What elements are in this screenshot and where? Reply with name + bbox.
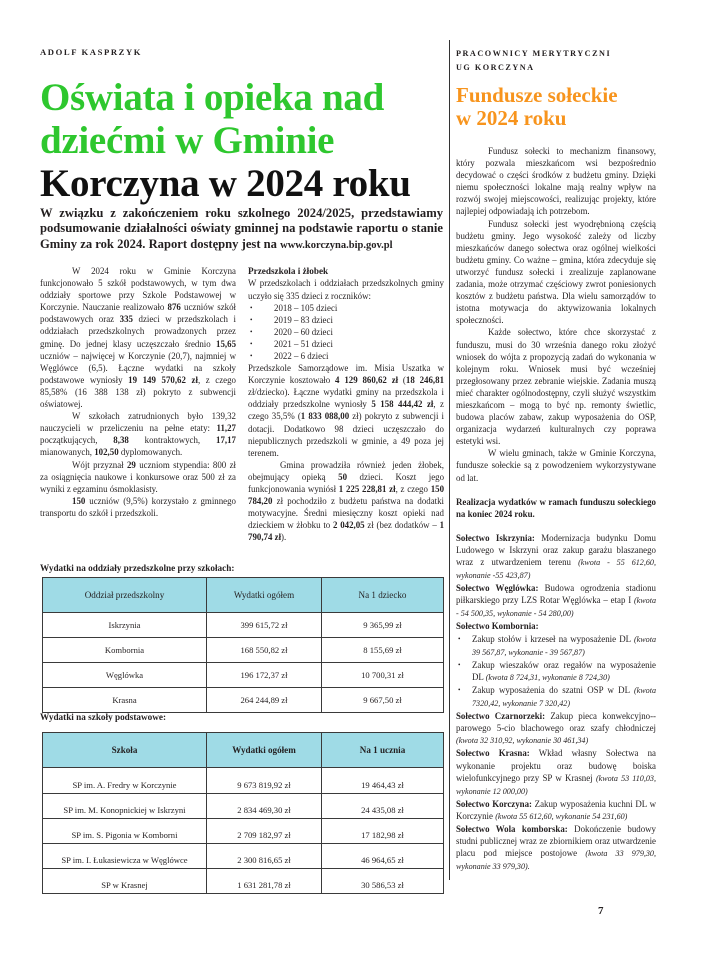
column-divider (449, 40, 450, 880)
article-column-2 (248, 265, 444, 543)
lead-text: W związku z zakończeniem roku szkolnego 2024/2025, przedstawiamy podsumowanie działalności oświaty gminnej na podstawie raportu o stanie Gminy za rok 2024. Raport dostępny jest na (40, 206, 443, 251)
table-header-row (43, 733, 444, 768)
list-item: • 2021 – 51 dzieci (248, 338, 444, 350)
sidebar-body (456, 145, 656, 873)
list-item: • 2022 – 6 dzieci (248, 350, 444, 362)
article-title (40, 76, 440, 205)
sidebar-section-heading: Realizacja wydatków w ramach funduszu sołeckiego na koniec 2024 roku. (456, 496, 656, 519)
column-header: Na 1 dziecko (322, 578, 444, 613)
title-line-1: Oświata i opieka nad (40, 76, 384, 119)
sidebar-title: Fundusze sołeckie w 2024 roku (456, 83, 618, 130)
sidebar-paragraph: Fundusz sołecki to mechanizm finansowy, który pozwala mieszkańcom wsi bezpośrednio decydować o części środków z budżetu gminy. Dzięki niemu społeczności lokalne mają realny wpływ na rozwój swojej miejscowości, realizując projekty, które najlepiej odpowiadają ich potrzebom. (456, 146, 656, 217)
table-row: SP im. S. Pigonia w Komborni 2 709 182,97 zł 17 182,98 zł (43, 819, 444, 844)
village-fund-item: Sołectwo Krasna: Wkład własny Sołectwa na wykonanie projektu oraz budowę boiska wielofunkcyjnego przy SP w Krasnej (kwota 53 110,03, wykonanie 12 000,00) (456, 748, 656, 796)
sidebar-author: PRACOWNICY MERYTRYCZNI UG KORCZYNA (456, 49, 612, 72)
village-fund-item: Sołectwo Iskrzynia: Modernizacja budynku Domu Ludowego w Iskrzyni oraz zakup garażu blaszanego wraz z utwardzeniem terenu (kwota - 55 612,60, wykonanie -55 423,87) (456, 532, 656, 581)
table-header-row (43, 578, 444, 613)
table-row: Węglówka 196 172,37 zł 10 700,31 zł (43, 663, 444, 688)
list-item: • Zakup wyposażenia do szatni OSP w DL (kwota 7320,42, wykonanie 7 320,42) (456, 684, 656, 710)
sidebar-paragraph: W wielu gminach, także w Gminie Korczyna, fundusze sołeckie są z powodzeniem wykorzystywane od lat. (456, 448, 656, 483)
table-row: SP im. M. Konopnickiej w Iskrzyni 2 834 469,30 zł 24 435,08 zł (43, 794, 444, 819)
paragraph-teachers: W szkołach zatrudnionych było 139,32 nauczycieli w przeliczeniu na pełne etaty: 11,27 początkujących, 8,38 kontraktowych, 17,17 mianowanych, 102,50 dyplomowanych. (40, 411, 236, 458)
column-header: Na 1 ucznia (322, 733, 444, 768)
school-expenses-table (42, 732, 444, 894)
title-line-2: dziećmi w Gminie (40, 119, 335, 162)
column-header: Oddział przedszkolny (43, 578, 207, 613)
list-item: • 2019 – 83 dzieci (248, 314, 444, 326)
list-item: • 2018 – 105 dzieci (248, 302, 444, 314)
article-column-1 (40, 265, 236, 519)
paragraph-preschool-intro: W przedszkolach i oddziałach przedszkolnych gminy uczyło się 335 dzieci z roczników: (248, 278, 444, 301)
paragraph-nursery: Gmina prowadziła również jeden żłobek, obejmujący opieką 50 dzieci. Koszt jego funkcjonowania wyniósł 1 225 228,81 zł, z czego 150 784,20 zł pochodziło z budżetu państwa na dodatki motywacyjne. Średni miesięczny koszt opieki nad dzieckiem w żłobku to 2 042,05 zł (bez dodatków – 1 790,74 zł). (248, 459, 445, 543)
table-row: SP im. I. Łukasiewicza w Węglówce 2 300 816,65 zł 46 964,65 zł (43, 844, 444, 869)
village-fund-item: Sołectwo Węglówka: Budowa ogrodzenia stadionu piłkarskiego przy LZS Rotar Węglówka – etap I (kwota - 54 500,35, wykonanie - 54 280,00) (456, 583, 656, 619)
table-caption-schools: Wydatki na szkoły podstawowe: (40, 712, 167, 722)
title-line-3: Korczyna w 2024 roku (40, 162, 411, 205)
column-header: Szkoła (43, 733, 207, 768)
table-row: Krasna 264 244,89 zł 9 667,50 zł (43, 688, 444, 713)
author-name: ADOLF KASPRZYK (40, 47, 143, 57)
paragraph-scholarships: Wójt przyznał 29 uczniom stypendia: 800 zł za osiągnięcia naukowe i konkursowe oraz 500 zł za wyniki z egzaminu ósmoklasisty. (40, 459, 236, 494)
kombornia-task-list (456, 633, 656, 711)
list-item: • 2020 – 60 dzieci (248, 326, 444, 338)
page-number: 7 (598, 905, 604, 917)
column-header: Wydatki ogółem (207, 733, 322, 768)
paragraph-transport: 150 uczniów (9,5%) korzystało z gminnego transportu do szkół i przedszkoli. (40, 495, 236, 518)
village-fund-list (456, 532, 656, 874)
column-header: Wydatki ogółem (207, 578, 322, 613)
paragraph-preschool-costs: Przedszkole Samorządowe im. Misia Uszatka w Korczynie kosztowało 4 129 860,62 zł (18 246,81 zł/dziecko). Łączne wydatki gminy na przedszkola i oddziały przedszkolne wyniosły 5 158 444,42 zł, z czego 35,5% (1 833 088,00 zł) pokryto z subwencji i dotacji. Dodatkowo 98 dzieci uczęszczało do niepublicznych przedszkoli w gminie, a 49 poza jej terenem. (248, 363, 445, 458)
paragraph-schools: W 2024 roku w Gminie Korczyna funkcjonowało 5 szkół podstawowych, w tym dwa oddziały sportowe przy Szkole Podstawowej w Korczynie. Nauczanie realizowało 876 uczniów szkół podstawowych oraz 335 dzieci w przedszkolach i oddziałach przedszkolnych prowadzonych przez gminę. Do jednej klasy uczęszczało średnio 15,65 uczniów – najwięcej w Korczynie (20,7), najmniej w Węglówce (6,5). Łączne wydatki na szkoły podstawowe wyniosły 19 149 570,62 zł, z czego 85,58% (16 388 138 zł) pokryto z subwencji oświatowej. (40, 266, 237, 410)
section-heading-preschools: Przedszkola i żłobek (248, 266, 329, 276)
table-row: SP im. A. Fredry w Korczynie 9 673 819,92 zł 19 464,43 zł (43, 768, 444, 794)
table-row: SP w Krasnej 1 631 281,78 zł 30 586,53 zł (43, 869, 444, 894)
report-link[interactable]: www.korczyna.bip.gov.pl (280, 239, 393, 251)
list-item: • Zakup stołów i krzeseł na wyposażenie DL (kwota 39 567,87, wykonanie - 39 567,87) (456, 633, 656, 659)
village-fund-item: Sołectwo Wola komborska: Dokończenie budowy studni publicznej wraz ze zbiornikiem oraz utwardzenie placu pod miejsce postojowe (kwota 33 979,30, wykonanie 33 979,30). (456, 823, 657, 872)
village-fund-item: Sołectwo Czarnorzeki: Zakup pieca konwekcyjno--parowego 5-cio blachowego oraz szafy chłodniczej (kwota 32 310,92, wykonanie 30 461,34) (456, 711, 656, 746)
sidebar-paragraph: Fundusz sołecki jest wyodrębnioną częścią budżetu gminy. Jego wysokość zależy od liczby mieszkańców danego sołectwa oraz ogólnej wielkości budżetu gminy. Co ważne – gmina, która zdecyduje się utworzyć fundusz sołecki i zrealizuje zaplanowane zadania, może otrzymać częściowy zwrot poniesionych kosztów z budżetu państwa. Dla wielu samorządów to istotna motywacja do aktywizowania lokalnych społeczności. (456, 218, 656, 326)
birth-year-list (248, 302, 444, 362)
sidebar-paragraph: Każde sołectwo, które chce skorzystać z funduszu, musi do 30 września danego roku złożyć wniosek do wójta z propozycją zadań do wykonania w kolejnym roku. Wniosek musi być wcześniej przegłosowany przez zebranie wiejskie. Zadania muszą mieć charakter ogólnodostępny, czyli służyć wszystkim mieszkańcom – mogą to być np. remonty świetlic, budowa placów zabaw, zakup wyposażenia do OSP, organizacja wydarzeń kulturalnych czy poprawa estetyki wsi. (456, 327, 656, 447)
village-fund-item: Sołectwo Kombornia: (456, 621, 539, 632)
table-row: Iskrzynia 399 615,72 zł 9 365,99 zł (43, 613, 444, 638)
village-fund-item: Sołectwo Korczyna: Zakup wyposażenia kuchni DL w Korczynie (kwota 55 612,60, wykonanie 54 231,60) (456, 798, 656, 821)
table-row: Kombornia 168 550,82 zł 8 155,69 zł (43, 638, 444, 663)
article-lead (40, 206, 443, 253)
table-caption-preschool: Wydatki na oddziały przedszkolne przy szkołach: (40, 563, 235, 573)
list-item: • Zakup wieszaków oraz regałów na wyposażenie DL (kwota 8 724,31, wykonanie 8 724,30) (456, 659, 656, 684)
preschool-expenses-table (42, 577, 444, 713)
